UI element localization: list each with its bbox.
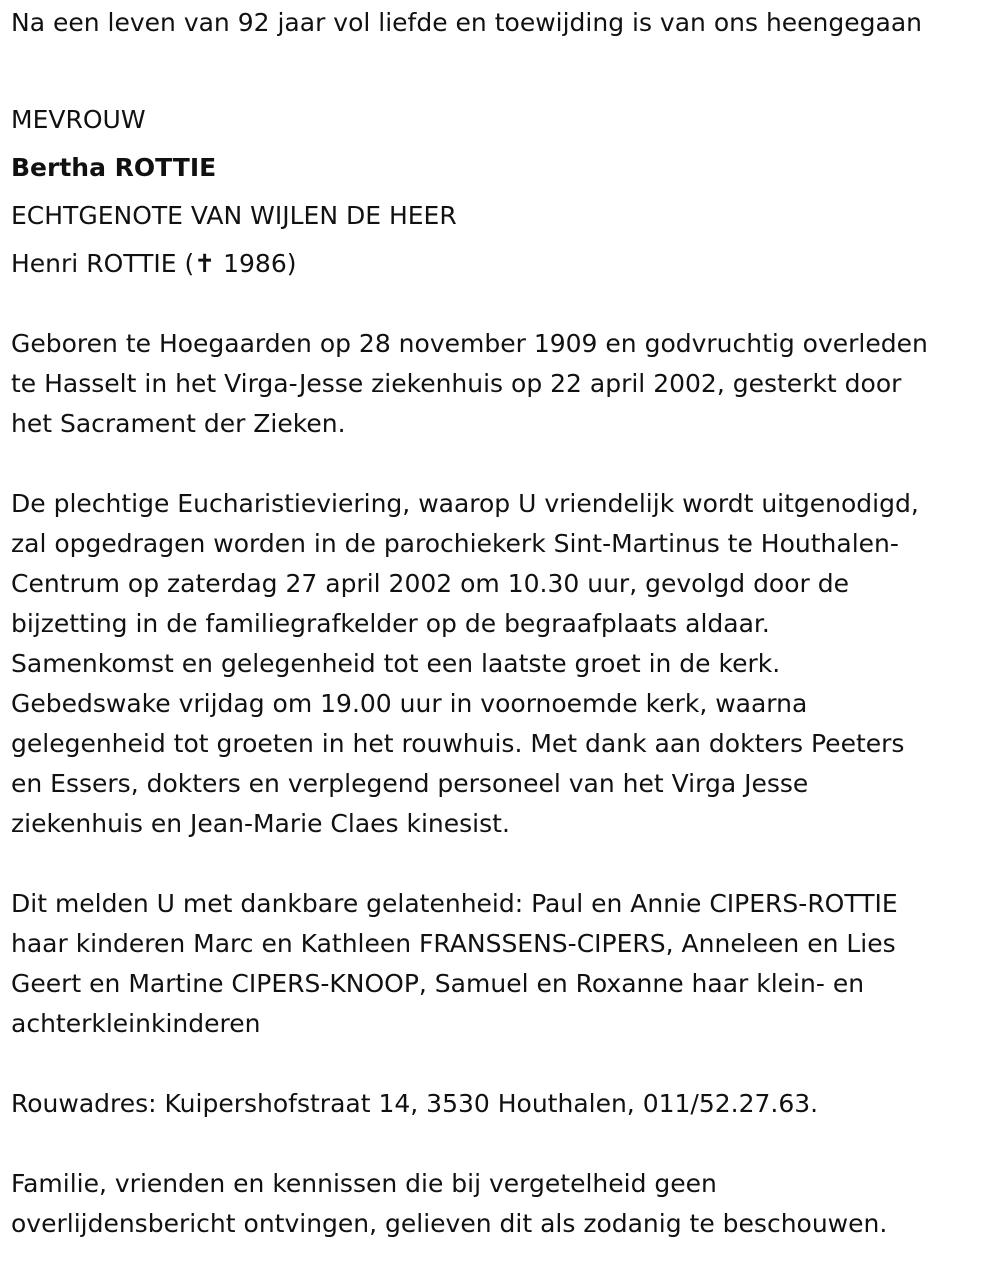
paragraph-line: Geboren te Hoegaarden op 28 november 1909 en godvruchtig overleden bbox=[11, 329, 928, 358]
birth-death-paragraph bbox=[11, 324, 996, 444]
paragraph-line: ziekenhuis en Jean-Marie Claes kinesist. bbox=[11, 809, 510, 838]
honorific-title: MEVROUW bbox=[11, 105, 146, 134]
ceremony-paragraph bbox=[11, 484, 996, 844]
paragraph-line: Rouwadres: Kuipershofstraat 14, 3530 Houthalen, 011/52.27.63. bbox=[11, 1089, 819, 1118]
paragraph-line: het Sacrament der Zieken. bbox=[11, 409, 346, 438]
paragraph-line: haar kinderen Marc en Kathleen FRANSSENS-CIPERS, Anneleen en Lies bbox=[11, 929, 896, 958]
paragraph-line: gelegenheid tot groeten in het rouwhuis. Met dank aan dokters Peeters bbox=[11, 729, 905, 758]
intro-line: Na een leven van 92 jaar vol liefde en toewijding is van ons heengegaan bbox=[11, 8, 922, 37]
relation-line: ECHTGENOTE VAN WIJLEN DE HEER bbox=[11, 201, 457, 230]
paragraph-line: De plechtige Eucharistieviering, waarop U vriendelijk wordt uitgenodigd, bbox=[11, 489, 919, 518]
family-paragraph bbox=[11, 884, 996, 1044]
paragraph-line: achterkleinkinderen bbox=[11, 1009, 261, 1038]
closing-paragraph bbox=[11, 1164, 996, 1244]
paragraph-line: Centrum op zaterdag 27 april 2002 om 10.30 uur, gevolgd door de bbox=[11, 569, 850, 598]
deceased-header bbox=[11, 96, 996, 288]
address-paragraph bbox=[11, 1084, 996, 1124]
paragraph-line: overlijdensbericht ontvingen, gelieven dit als zodanig te beschouwen. bbox=[11, 1209, 888, 1238]
obituary-notice bbox=[11, 8, 996, 1284]
paragraph-line: Familie, vrienden en kennissen die bij vergetelheid geen bbox=[11, 1169, 717, 1198]
paragraph-line: zal opgedragen worden in de parochiekerk Sint-Martinus te Houthalen- bbox=[11, 529, 899, 558]
paragraph-line: Gebedswake vrijdag om 19.00 uur in voornoemde kerk, waarna bbox=[11, 689, 808, 718]
spouse-line: Henri ROTTIE (✝ 1986) bbox=[11, 249, 297, 278]
paragraph-line: bijzetting in de familiegrafkelder op de begraafplaats aldaar. bbox=[11, 609, 770, 638]
paragraph-line: Samenkomst en gelegenheid tot een laatste groet in de kerk. bbox=[11, 649, 781, 678]
paragraph-line: Dit melden U met dankbare gelatenheid: Paul en Annie CIPERS-ROTTIE bbox=[11, 889, 898, 918]
paragraph-line: te Hasselt in het Virga-Jesse ziekenhuis op 22 april 2002, gesterkt door bbox=[11, 369, 902, 398]
deceased-name: Bertha ROTTIE bbox=[11, 153, 217, 182]
paragraph-line: Geert en Martine CIPERS-KNOOP, Samuel en Roxanne haar klein- en bbox=[11, 969, 865, 998]
paragraph-line: en Essers, dokters en verplegend personeel van het Virga Jesse bbox=[11, 769, 809, 798]
